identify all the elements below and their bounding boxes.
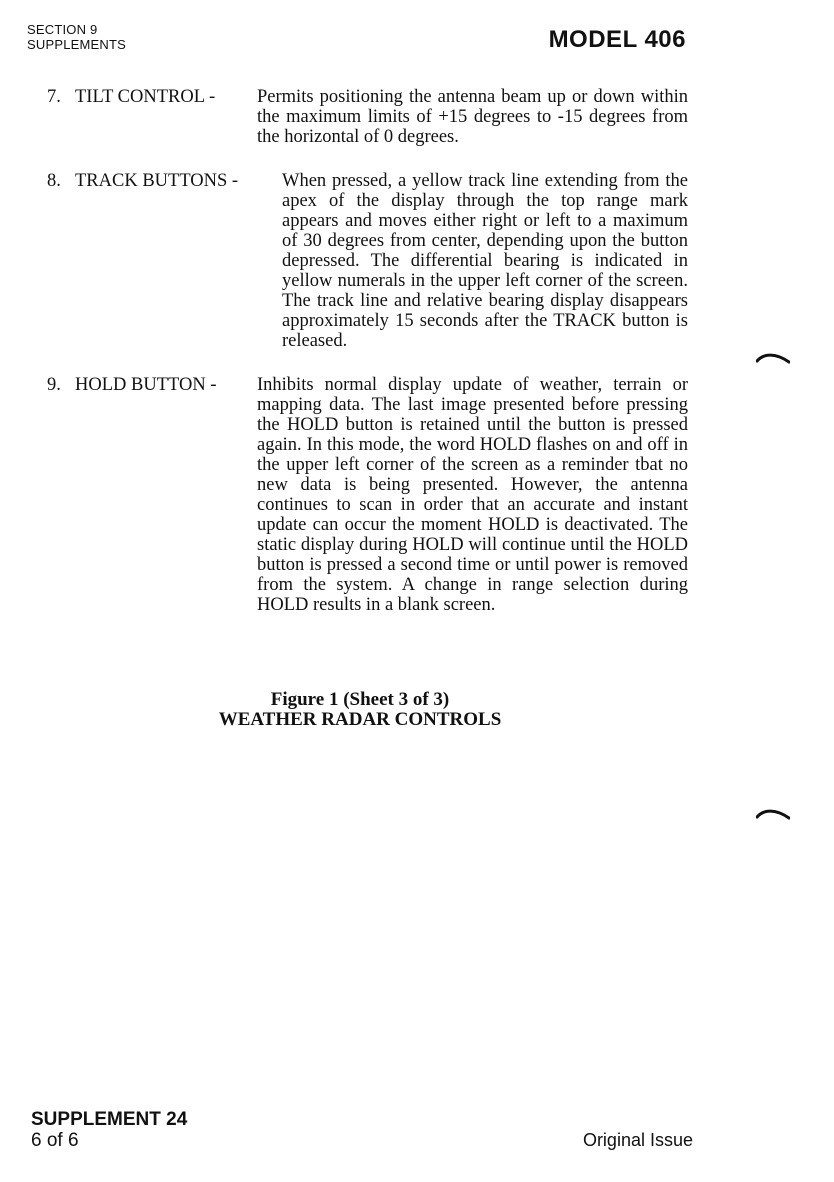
item-number: 7. (47, 87, 61, 107)
subsection-label: SUPPLEMENTS (27, 37, 127, 52)
item-description: Inhibits normal display update of weather, terrain or mapping data. The last image presented before pressing the HOLD button is retained until the button is pressed again. In this mode, the word HOLD flashes on and off in the upper left corner of the screen as a reminder tbat no new data is being presented. However, the antenna continues to scan in order that an accurate and instant update can occur the moment HOLD is deactivated. The static display during HOLD will continue until the HOLD button is pressed a second time or until power is removed from the system. A change in range selection during HOLD results in a blank screen. (257, 375, 688, 615)
revision-bar-icon (756, 352, 790, 364)
figure-caption-number: Figure 1 (Sheet 3 of 3) (270, 689, 450, 710)
page-number: 6 of 6 (31, 1130, 79, 1151)
section-header (27, 22, 126, 52)
item-title: TRACK BUTTONS - (75, 171, 239, 191)
footer-supplement (31, 1109, 187, 1151)
item-number: 8. (47, 171, 61, 191)
revision-bar-icon (756, 808, 790, 820)
item-title: HOLD BUTTON - (75, 375, 217, 395)
item-label (47, 171, 238, 191)
supplement-label: SUPPLEMENT 24 (31, 1109, 188, 1130)
section-label: SECTION 9 (27, 22, 98, 37)
issue-label: Original Issue (582, 1130, 693, 1150)
item-number: 9. (47, 375, 61, 395)
figure-caption-title: WEATHER RADAR CONTROLS (218, 709, 502, 730)
model-title: MODEL 406 (548, 26, 686, 53)
item-label (47, 375, 216, 395)
item-label (47, 87, 215, 107)
item-description: When pressed, a yellow track line extending from the apex of the display through the top range mark appears and moves either right or left to a maximum of 30 degrees from center, depending upon the button depressed. The differential bearing is indicated in yellow numerals in the upper left corner of the screen. The track line and relative bearing display disappears approximately 15 seconds after the TRACK button is released. (282, 171, 688, 351)
item-description: Permits positioning the antenna beam up or down within the maximum limits of +15 degrees to -15 degrees from the horizontal of 0 degrees. (257, 87, 688, 147)
item-title: TILT CONTROL - (75, 87, 216, 107)
